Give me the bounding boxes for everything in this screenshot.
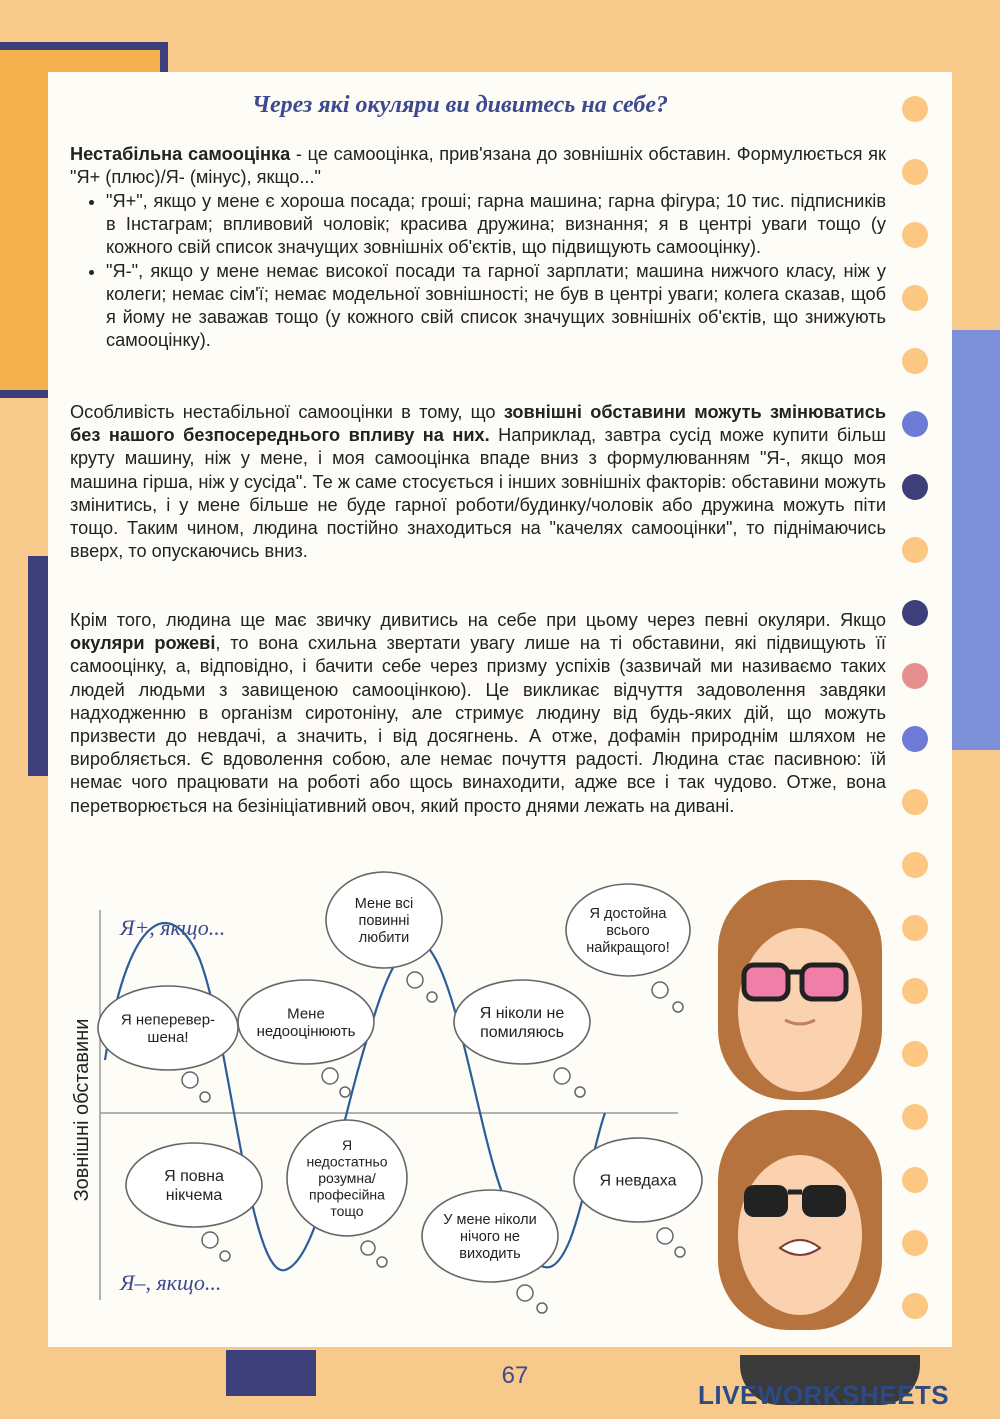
bubble-tail-dot xyxy=(673,1002,683,1012)
thought-bubble xyxy=(566,884,690,1012)
bubble-text-line: У мене ніколи xyxy=(443,1211,537,1228)
bubble-text-line: Я достойна xyxy=(589,905,667,922)
liveworksheets-logo: LIVEWORKSHEETS xyxy=(698,1380,950,1410)
bubble-text-line: професійна xyxy=(309,1186,385,1203)
bubble-tail-dot xyxy=(407,972,423,988)
bubble-tail-dot xyxy=(575,1087,585,1097)
bubble-tail-dot xyxy=(537,1303,547,1313)
bubble-text-line: любити xyxy=(358,930,410,947)
bubble-text-line: нічого не xyxy=(460,1229,520,1246)
para3-start: Крім того, людина ще має звичку дивитись на себе при цьому через певні окуляри. Якщо xyxy=(70,610,886,630)
bullet-plus: • "Я+", якщо у мене є хороша посада; гроші; гарна машина; гарна фігура; 10 тис. підписників в Інстаграм; впливовий чоловік; красива дружина; визнання; я в центрі уваги тощо (у кожного свій список значущих зовнішніх об'єктів, що підвищують самооцінку). xyxy=(106,190,886,260)
intro-term: Нестабільна самооцінка xyxy=(70,144,291,164)
bubble-text-line: Я ніколи не xyxy=(479,1005,565,1023)
page-title: Через які окуляри ви дивитесь на себе? xyxy=(251,92,669,118)
y-axis-label: Зовнішні обставини xyxy=(71,1018,93,1202)
bubble-text-line: помиляюсь xyxy=(480,1024,564,1042)
para3-end: , то вона схильна звертати увагу лише на ті обставини, які підвищують її самооцінку, а, відповідно, і бачити себе через призму успіхів (зазвичай ми називаємо таких людей людьми з завищеною самооцінкою). Це викликає відчуття задоволення завдяки надходженню в організм сиротоніну, але стримує людину від будь-яких дій, що можуть призвести до невдачі, а значить, і від досягнень. А отже, дофамін природнім шляхом не виробляється. Є вдоволення собою, але немає почуття радості. Людина стає пасивною: їй немає чого працювати на роботі або щось винаходити, адже все і так чудово. Отже, вона перетворюється на безініціативний овоч, який просто днями лежать на дивані. xyxy=(70,633,886,816)
thought-bubble xyxy=(287,1120,407,1267)
bubble-tail-dot xyxy=(361,1241,375,1255)
bubble-text-line: тощо xyxy=(330,1202,364,1219)
page-number: 67 xyxy=(501,1362,529,1389)
bubble-text-line: Мене всі xyxy=(354,895,414,912)
bubble-text-line: недостатньо xyxy=(306,1153,388,1170)
para2-start: Особливість нестабільної самооцінки в тому, що xyxy=(70,402,504,422)
bubble-tail-dot xyxy=(377,1257,387,1267)
para2-bold: зовнішні обставини можуть змінюватись без нашого безпосереднього впливу на них. xyxy=(70,402,886,446)
bubble-tail-dot xyxy=(340,1087,350,1097)
bubble-tail-dot xyxy=(322,1068,338,1084)
bubble-text-line: недооцінюють xyxy=(256,1023,356,1041)
face-pink-glasses xyxy=(718,880,882,1100)
bubble-text-line: найкращого! xyxy=(586,940,670,957)
bubble-tail-dot xyxy=(200,1092,210,1102)
thought-bubble xyxy=(98,986,238,1102)
bubble-text-line: Я xyxy=(341,1136,353,1153)
bubble-text-line: виходить xyxy=(459,1246,521,1263)
thought-bubble xyxy=(238,980,374,1097)
bubble-text-line: розумна/ xyxy=(318,1169,376,1186)
plus-label: Я+, якщо... xyxy=(120,915,226,940)
bubble-text-line: всього xyxy=(606,923,650,940)
bullet-minus: • "Я-", якщо у мене немає високої посади та гарної зарплати; машина нижчого класу, ніж у колеги; немає сім'ї; немає модельної зовнішності; не був в центрі уваги; колега сказав, щоб я йому не заважав тощо (у кожного свій список значущих зовнішніх об'єктів, що знижують самооцінку). xyxy=(106,260,886,353)
bubble-text-line: Я повна xyxy=(164,1168,224,1186)
bubble-text-line: Я невдаха xyxy=(599,1172,677,1190)
bubble-tail-dot xyxy=(202,1232,218,1248)
bubble-text-line: Мене xyxy=(287,1005,325,1023)
bubble-tail-dot xyxy=(182,1072,198,1088)
bubble-text-line: повинні xyxy=(358,913,410,930)
bubble-text-line: нікчема xyxy=(165,1187,223,1205)
intro-rest: - це самооцінка, прив'язана до зовнішніх обставин. Формулюється як "Я+ (плюс)/Я- (мінус), якщо..." xyxy=(70,144,886,188)
bubble-tail-dot xyxy=(427,992,437,1002)
bubble-tail-dot xyxy=(657,1228,673,1244)
face-dark-glasses xyxy=(718,1110,882,1330)
bubble-tail-dot xyxy=(220,1251,230,1261)
bubble-tail-dot xyxy=(675,1247,685,1257)
bubble-tail-dot xyxy=(554,1068,570,1084)
thought-bubble xyxy=(326,872,442,1002)
bubble-tail-dot xyxy=(517,1285,533,1301)
para3-bold: окуляри рожеві xyxy=(70,633,216,654)
thought-bubble xyxy=(126,1143,262,1261)
para2-end: Наприклад, завтра сусід може купити більш круту машину, ніж у мене, і моя самооцінка впаде вниз з формулюванням "Я-, якщо моя машина гірша, ніж у сусіда". Те ж саме стосується і інших зовнішніх факторів: обставини можуть змінитись, і у мене більше не буде гарної роботи/будинку/чоловік або дружина можуть піти тощо. Таким чином, людина постійно знаходиться на "качелях самооцінки", то піднімаючись вверх, то опускаючись вниз. xyxy=(70,425,886,562)
thought-bubble xyxy=(574,1138,702,1257)
bubble-text-line: Я неперевер- xyxy=(120,1011,216,1029)
bubble-text-line: шена! xyxy=(147,1029,189,1047)
bubble-tail-dot xyxy=(652,982,668,998)
thought-bubble xyxy=(422,1190,558,1313)
minus-label: Я–, якщо... xyxy=(120,1270,222,1295)
thought-bubble xyxy=(454,980,590,1097)
